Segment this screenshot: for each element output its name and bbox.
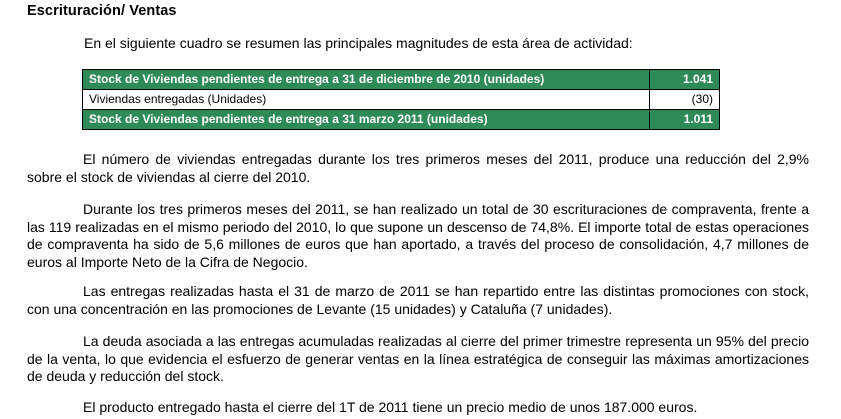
table-row-delivered	[83, 90, 720, 110]
paragraph-stock-reduction: El número de viviendas entregadas durante los tres primeros meses del 2011, produce una reducción del 2,9% sobre el stock de viviendas al cierre del 2010.	[27, 151, 809, 185]
row-label: Viviendas entregadas (Unidades)	[83, 90, 650, 110]
table-row-stock-end	[83, 110, 720, 130]
row-label: Stock de Viviendas pendientes de entrega a 31 de diciembre de 2010 (unidades)	[83, 70, 650, 90]
section-heading: Escrituración/ Ventas	[27, 3, 177, 19]
table-row-stock-start	[83, 70, 720, 90]
row-value: 1.011	[650, 110, 720, 130]
paragraph-distribution: Las entregas realizadas hasta el 31 de marzo de 2011 se han repartido entre las distintas promociones con stock, con una concentración en las promociones de Levante (15 unidades) y Cataluña (7 unidades).	[27, 283, 809, 317]
row-label: Stock de Viviendas pendientes de entrega a 31 marzo 2011 (unidades)	[83, 110, 650, 130]
row-value: 1.041	[650, 70, 720, 90]
paragraph-deeds: Durante los tres primeros meses del 2011, se han realizado un total de 30 escrituraciones de compraventa, frente a las 119 realizadas en el mismo periodo del 2010, lo que supone un descenso de 74,8%. El importe total de estas operaciones de compraventa ha sido de 5,6 millones de euros que han aportado, a través del proceso de consolidación, 4,7 millones de euros al Importe Neto de la Cifra de Negocio.	[27, 201, 809, 270]
intro-text: En el siguiente cuadro se resumen las principales magnitudes de esta área de actividad:	[84, 35, 633, 51]
row-value: (30)	[650, 90, 720, 110]
paragraph-average-price: El producto entregado hasta el cierre del 1T de 2011 tiene un precio medio de unos 187.000 euros.	[83, 399, 698, 415]
paragraph-debt: La deuda asociada a las entregas acumuladas realizadas al cierre del primer trimestre representa un 95% del precio de la venta, lo que evidencia el esfuerzo de generar ventas en la línea estratégica de conseguir las máximas amortizaciones de deuda y reducción del stock.	[27, 333, 809, 385]
stock-summary-table	[82, 69, 720, 130]
